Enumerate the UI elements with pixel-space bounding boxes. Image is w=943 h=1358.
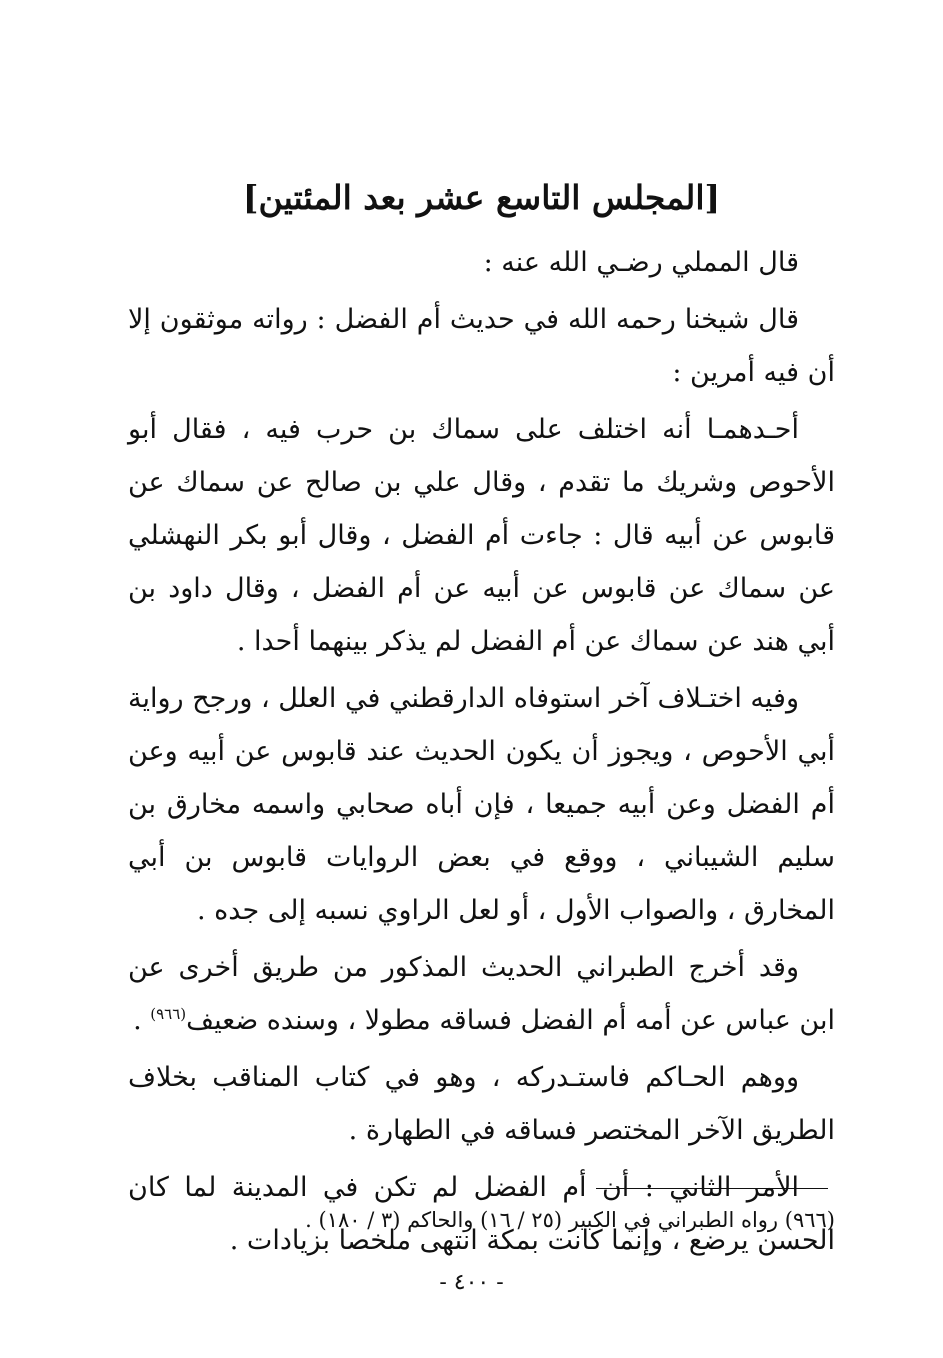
footnote-reference: (٩٦٦) [150, 1005, 187, 1023]
paragraph-2: قال شيخنا رحمه الله في حديث أم الفضل : رواته موثقون إلا أن فيه أمرين : [128, 304, 835, 388]
paragraph-5 [128, 941, 835, 1047]
footnote: (٩٦٦) رواه الطبراني في الكبير (٢٥ / ١٦) والحاكم (٣ / ١٨٠) . [305, 1208, 835, 1232]
page-title: [المجلس التاسع عشر بعد المئتين] [242, 178, 721, 217]
paragraph-1: قال المملي رضـي الله عنه : [483, 247, 799, 278]
footnote-divider [596, 1188, 828, 1189]
paragraph-5-text: وقد أخرج الطبراني الحديث المذكور من طريق أخرى عن ابن عباس عن أمه أم الفضل فساقه مطولا ، وسنده ضعيف [128, 952, 835, 1036]
paragraph-6: ووهم الحـاكم فاستـدركه ، وهو في كتاب المناقب بخلاف الطريق الآخر المختصر فساقه في الطهارة . [128, 1062, 835, 1146]
paragraph-4: وفيه اختـلاف آخر استوفاه الدارقطني في العلل ، ورجح رواية أبي الأحوص ، ويجوز أن يكون الحديث عند قابوس عن أبيه وعن أم الفضل وعن أبيه جميعا ، فإن أباه صحابي واسمه مخارق بن سليم الشيباني ، ووقع في بعض الروايات قابوس بن أبي المخارق ، والصواب الأول ، أو لعل الراوي نسبه إلى جده . [128, 683, 835, 926]
paragraph-3: أحـدهمـا أنه اختلف على سماك بن حرب فيه ، فقال أبو الأحوص وشريك ما تقدم ، وقال علي بن صالح عن سماك عن قابوس عن أبيه قال : جاءت أم الفضل ، وقال أبو بكر النهشلي عن سماك عن قابوس عن أبيه عن أم الفضل ، وقال داود بن أبي هند عن سماك عن أم الفضل لم يذكر بينهما أحدا . [128, 414, 835, 657]
paragraph-5-end: . [133, 1005, 151, 1036]
paragraph-7: الأمر الثاني : أن أم الفضل لم تكن في المدينة لما كان الحسن يرضع ، وإنما كانت بمكة انتهى ملخصا بزيادات . [128, 1172, 835, 1256]
main-text [128, 236, 835, 1271]
page-number: - ٤٠٠ - [439, 1270, 504, 1295]
